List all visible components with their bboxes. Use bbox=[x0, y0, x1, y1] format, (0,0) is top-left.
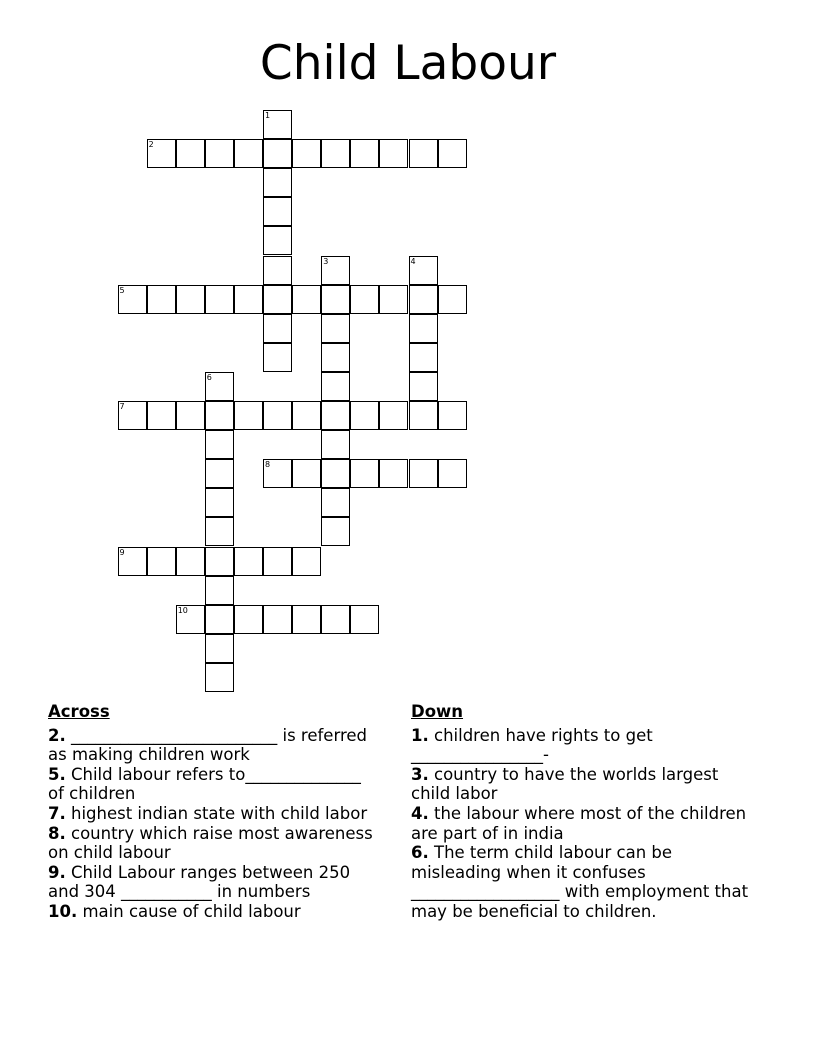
grid-cell[interactable] bbox=[379, 139, 408, 168]
clue-text: Child labour refers to______________ of children bbox=[48, 764, 361, 804]
grid-cell[interactable] bbox=[438, 285, 467, 314]
grid-cell[interactable] bbox=[205, 372, 234, 401]
grid-cell[interactable] bbox=[263, 343, 292, 372]
clue-number: 7. bbox=[48, 803, 66, 823]
clue-text: highest indian state with child labor bbox=[65, 803, 368, 823]
clue-item bbox=[411, 804, 761, 843]
across-clues bbox=[48, 702, 380, 922]
clue-number-label: 1 bbox=[265, 111, 271, 120]
grid-cell[interactable] bbox=[205, 430, 234, 459]
down-heading: Down bbox=[411, 702, 464, 721]
grid-cell[interactable] bbox=[263, 285, 292, 314]
grid-cell[interactable] bbox=[234, 285, 263, 314]
grid-cell[interactable] bbox=[205, 605, 234, 634]
grid-cell[interactable] bbox=[176, 401, 205, 430]
grid-cell[interactable] bbox=[321, 605, 350, 634]
grid-cell[interactable] bbox=[234, 547, 263, 576]
clue-number-label: 2 bbox=[148, 140, 154, 150]
grid-cell[interactable] bbox=[263, 256, 292, 285]
grid-cell[interactable] bbox=[263, 197, 292, 226]
grid-cell[interactable] bbox=[321, 285, 350, 314]
grid-cell[interactable] bbox=[409, 285, 438, 314]
grid-cell[interactable] bbox=[263, 605, 292, 634]
clue-number: 10. bbox=[48, 901, 78, 921]
grid-cell[interactable] bbox=[147, 401, 176, 430]
clue-number-label: 6 bbox=[206, 372, 212, 382]
grid-cell[interactable] bbox=[263, 401, 292, 430]
clue-number: 4. bbox=[411, 803, 429, 823]
clue-item bbox=[48, 824, 380, 863]
grid-cell[interactable] bbox=[263, 168, 292, 197]
clue-number: 3. bbox=[411, 764, 429, 784]
grid-cell[interactable] bbox=[205, 488, 234, 517]
grid-cell[interactable] bbox=[263, 139, 292, 168]
clue-number-label: 9 bbox=[119, 547, 125, 557]
clue-item bbox=[411, 843, 761, 921]
clue-number-label: 8 bbox=[265, 460, 271, 470]
clue-item bbox=[411, 726, 761, 765]
grid-cell[interactable] bbox=[321, 314, 350, 343]
clue-number: 1. bbox=[411, 725, 429, 745]
clue-number: 8. bbox=[48, 823, 66, 843]
grid-cell[interactable] bbox=[205, 576, 234, 605]
down-clues bbox=[411, 702, 761, 922]
grid-cell[interactable] bbox=[350, 459, 379, 488]
grid-cell[interactable] bbox=[438, 139, 467, 168]
grid-cell[interactable] bbox=[292, 605, 321, 634]
clue-text: Child Labour ranges between 250 and 304 ___________ in numbers bbox=[48, 862, 351, 902]
clue-text: country which raise most awareness on child labour bbox=[48, 823, 373, 863]
clue-item bbox=[48, 765, 380, 804]
grid-cell[interactable] bbox=[234, 401, 263, 430]
grid-cell[interactable] bbox=[205, 459, 234, 488]
grid-cell[interactable] bbox=[205, 401, 234, 430]
clue-number-label: 4 bbox=[410, 256, 416, 266]
grid-cell[interactable] bbox=[118, 547, 147, 576]
grid-cell[interactable] bbox=[205, 285, 234, 314]
grid-cell[interactable] bbox=[321, 139, 350, 168]
grid-cell[interactable] bbox=[176, 547, 205, 576]
grid-cell[interactable] bbox=[263, 110, 292, 139]
clue-item bbox=[411, 765, 761, 804]
grid-cell[interactable] bbox=[350, 285, 379, 314]
grid-cell[interactable] bbox=[321, 401, 350, 430]
grid-cell[interactable] bbox=[292, 459, 321, 488]
clue-text: country to have the worlds largest child labor bbox=[411, 764, 719, 804]
grid-cell[interactable] bbox=[205, 517, 234, 546]
grid-cell[interactable] bbox=[438, 401, 467, 430]
grid-cell[interactable] bbox=[409, 459, 438, 488]
grid-cell[interactable] bbox=[147, 285, 176, 314]
page-title: Child Labour bbox=[259, 36, 557, 91]
grid-cell[interactable] bbox=[321, 517, 350, 546]
grid-cell[interactable] bbox=[438, 459, 467, 488]
grid-cell[interactable] bbox=[118, 401, 147, 430]
grid-cell[interactable] bbox=[379, 459, 408, 488]
grid-cell[interactable] bbox=[176, 139, 205, 168]
grid-cell[interactable] bbox=[409, 256, 438, 285]
grid-cell[interactable] bbox=[379, 401, 408, 430]
clue-text: The term child labour can be misleading when it confuses __________________ with employment that may be beneficial to children. bbox=[411, 843, 749, 921]
clue-number: 2. bbox=[48, 725, 66, 745]
grid-cell[interactable] bbox=[176, 285, 205, 314]
grid-cell[interactable] bbox=[292, 285, 321, 314]
clue-number-label: 7 bbox=[119, 402, 125, 411]
grid-cell[interactable] bbox=[147, 139, 176, 168]
across-heading: Across bbox=[48, 702, 110, 721]
grid-cell[interactable] bbox=[263, 459, 292, 488]
clue-number: 6. bbox=[411, 843, 429, 863]
grid-cell[interactable] bbox=[234, 605, 263, 634]
clue-number-label: 3 bbox=[323, 256, 329, 266]
grid-cell[interactable] bbox=[409, 314, 438, 343]
grid-cell[interactable] bbox=[321, 488, 350, 517]
clue-text: _________________________ is referred as making children work bbox=[48, 725, 367, 765]
grid-cell[interactable] bbox=[409, 343, 438, 372]
grid-cell[interactable] bbox=[263, 314, 292, 343]
grid-cell[interactable] bbox=[292, 547, 321, 576]
clue-number-label: 5 bbox=[119, 285, 125, 295]
grid-cell[interactable] bbox=[350, 401, 379, 430]
grid-cell[interactable] bbox=[321, 343, 350, 372]
clue-number: 9. bbox=[48, 862, 66, 882]
grid-cell[interactable] bbox=[292, 401, 321, 430]
grid-cell[interactable] bbox=[350, 139, 379, 168]
grid-cell[interactable] bbox=[321, 459, 350, 488]
grid-cell[interactable] bbox=[321, 430, 350, 459]
grid-cell[interactable] bbox=[292, 139, 321, 168]
clue-item bbox=[48, 726, 380, 765]
grid-cell[interactable] bbox=[321, 372, 350, 401]
grid-cell[interactable] bbox=[176, 605, 205, 634]
clue-text: children have rights to get ________________- bbox=[411, 725, 653, 765]
clue-text: main cause of child labour bbox=[77, 901, 301, 921]
grid-cell[interactable] bbox=[350, 605, 379, 634]
grid-cell[interactable] bbox=[263, 226, 292, 255]
clue-item bbox=[48, 863, 380, 902]
grid-cell[interactable] bbox=[205, 139, 234, 168]
grid-cell[interactable] bbox=[263, 547, 292, 576]
grid-cell[interactable] bbox=[147, 547, 176, 576]
grid-cell[interactable] bbox=[205, 634, 234, 663]
grid-cell[interactable] bbox=[205, 547, 234, 576]
grid-cell[interactable] bbox=[234, 139, 263, 168]
grid-cell[interactable] bbox=[205, 663, 234, 692]
grid-cell[interactable] bbox=[321, 256, 350, 285]
clue-number: 5. bbox=[48, 764, 66, 784]
clue-text: the labour where most of the children are part of in india bbox=[411, 803, 747, 843]
grid-cell[interactable] bbox=[118, 285, 147, 314]
grid-cell[interactable] bbox=[409, 372, 438, 401]
clue-item bbox=[48, 902, 380, 922]
grid-cell[interactable] bbox=[409, 139, 438, 168]
clue-number-label: 10 bbox=[177, 605, 188, 615]
grid-cell[interactable] bbox=[409, 401, 438, 430]
clue-item bbox=[48, 804, 380, 824]
grid-cell[interactable] bbox=[379, 285, 408, 314]
